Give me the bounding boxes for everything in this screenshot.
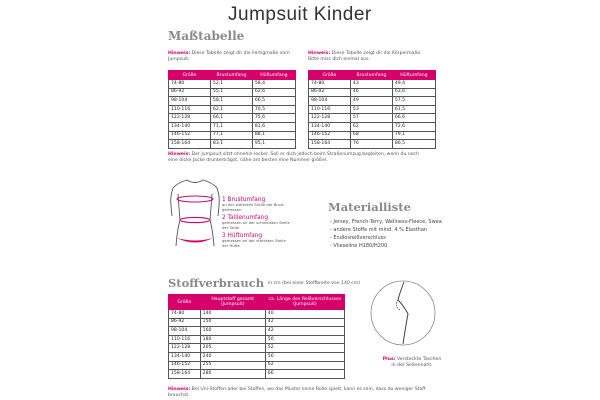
- legend-item-hip: [222, 233, 290, 248]
- value-cell: 255: [200, 361, 265, 370]
- value-cell: 66,1: [210, 114, 252, 123]
- value-cell: 55,1: [210, 88, 252, 97]
- value-cell: 150: [200, 318, 265, 327]
- table-header-row: [169, 71, 296, 80]
- value-cell: 52,1: [210, 80, 252, 89]
- size-cell: 134-140: [169, 122, 211, 131]
- size-cell: 110-116: [169, 335, 201, 344]
- waist-line: [180, 217, 210, 222]
- size-cell: 86-92: [169, 88, 211, 97]
- table-row: [169, 327, 345, 336]
- value-cell: 49: [350, 97, 392, 106]
- table-row: [169, 310, 345, 319]
- table-row: [309, 114, 436, 123]
- value-cell: 86,5: [392, 140, 435, 149]
- size-cell: 146-152: [169, 131, 211, 140]
- size-cell: 98-104: [169, 97, 211, 106]
- size-cell: 158-164: [309, 140, 351, 149]
- value-cell: 75,6: [252, 114, 295, 123]
- size-chart-heading: Maßtabelle: [168, 29, 245, 43]
- value-cell: 58,4: [252, 80, 295, 89]
- table-row: [309, 131, 436, 140]
- value-cell: 71,1: [210, 122, 252, 131]
- col-header: ca. Länge des Reißverschlusses (Jumpsuit): [265, 295, 344, 310]
- size-cell: 158-164: [169, 370, 201, 379]
- legend-title: 3 Hüftumfang: [222, 233, 263, 240]
- plus-note: [381, 357, 443, 369]
- value-cell: 49,4: [392, 80, 435, 89]
- value-cell: 42: [265, 327, 344, 336]
- col-header: Größe: [309, 71, 351, 80]
- table-row: [169, 318, 345, 327]
- legend-item-bust: [222, 197, 290, 212]
- size-cell: 158-164: [169, 140, 211, 149]
- table-row: [169, 335, 345, 344]
- size-cell: 98-104: [309, 97, 351, 106]
- size-cell: 122-128: [169, 344, 201, 353]
- fabric-note-label: Hinweis:: [168, 387, 191, 392]
- value-cell: 77,1: [210, 131, 252, 140]
- value-cell: 66,6: [392, 114, 435, 123]
- col-header: Brustumfang: [210, 71, 252, 80]
- table-row: [309, 105, 436, 114]
- col-header: Größe: [169, 295, 201, 310]
- right-hint-text: Diese Tabelle zeigt dir die Körpermaße. Bitte miss dich einmal aus.: [308, 51, 422, 62]
- table-row: [169, 97, 296, 106]
- value-cell: 68: [350, 131, 392, 140]
- size-cell: 146-152: [169, 361, 201, 370]
- materials-item: - Endlosreißverschluss: [330, 235, 386, 241]
- size-chart-note: [168, 152, 430, 164]
- value-cell: 66,5: [252, 97, 295, 106]
- value-cell: 62,1: [210, 105, 252, 114]
- value-cell: 62: [350, 122, 392, 131]
- detail-circle: [371, 281, 435, 345]
- size-cell: 86-92: [309, 88, 351, 97]
- table-row: [169, 114, 296, 123]
- value-cell: 61,5: [392, 105, 435, 114]
- size-cell: 86-92: [169, 318, 201, 327]
- col-header: Brustumfang: [350, 71, 392, 80]
- legend-title: 1 Brustumfang: [222, 197, 266, 203]
- size-note-text: Der Jumpsuit sitzt ohnehin locker. Soll er dich jedoch beim Straßenumzug begleiten, wenn du noch eine dicke Jacke drunterträgst, nähe am besten eine Nummer größer.: [168, 152, 419, 163]
- value-cell: 160: [200, 327, 265, 336]
- value-cell: 205: [200, 344, 265, 353]
- size-cell: 134-140: [309, 122, 351, 131]
- size-cell: 122-128: [169, 114, 211, 123]
- table-row: [169, 352, 345, 361]
- finished-measurements-table: [168, 70, 296, 149]
- table-row: [309, 88, 436, 97]
- table-row: [169, 370, 345, 379]
- size-cell: 110-116: [309, 105, 351, 114]
- fabric-subtitle: in cm (bei einer Stoffbreite von 140 cm): [268, 281, 361, 286]
- hip-marker: [177, 238, 213, 243]
- table-row: [309, 97, 436, 106]
- body-measurements-table: [308, 70, 436, 149]
- table-row: [309, 80, 436, 89]
- materials-heading: Materialliste: [328, 200, 411, 214]
- table-row: [169, 131, 296, 140]
- plus-text: Versteckte Taschen in der Seitennaht.: [391, 357, 442, 368]
- size-note-label: Hinweis:: [168, 152, 191, 157]
- value-cell: 280: [200, 370, 265, 379]
- left-table-hint: [168, 51, 293, 63]
- legend-item-waist: [222, 215, 290, 230]
- size-cell: 122-128: [309, 114, 351, 123]
- value-cell: 56: [265, 352, 344, 361]
- value-cell: 50: [265, 335, 344, 344]
- value-cell: 42: [265, 318, 344, 327]
- value-cell: 240: [200, 352, 265, 361]
- col-header: Hüftumfang: [252, 71, 295, 80]
- bust-line: [177, 196, 213, 202]
- left-hint-text: Diese Tabelle zeigt dir die Fertigmaße vom Jumpsuit.: [168, 51, 290, 62]
- table-row: [169, 344, 345, 353]
- size-cell: 74-80: [169, 310, 201, 319]
- value-cell: 180: [200, 335, 265, 344]
- table-row: [169, 122, 296, 131]
- size-cell: 98-104: [169, 327, 201, 336]
- value-cell: 57: [350, 114, 392, 123]
- plus-label: Plus:: [382, 357, 396, 362]
- materials-item: - Vlieseline H180/H200: [330, 243, 388, 249]
- value-cell: 43: [350, 80, 392, 89]
- value-cell: 76: [350, 140, 392, 149]
- value-cell: 52: [265, 344, 344, 353]
- pocket-illustration: [370, 272, 436, 354]
- size-cell: 146-152: [309, 131, 351, 140]
- size-cell: 110-116: [169, 105, 211, 114]
- side-seam-line: [398, 282, 408, 344]
- measurement-legend: [222, 197, 290, 249]
- size-cell: 74-80: [309, 80, 351, 89]
- fabric-consumption-table: [168, 294, 345, 379]
- value-cell: 70,5: [252, 105, 295, 114]
- value-cell: 79,1: [392, 131, 435, 140]
- legend-title: 2 Taillenumfang: [222, 215, 269, 222]
- value-cell: 40: [265, 310, 344, 319]
- table-row: [309, 122, 436, 131]
- table-row: [169, 361, 345, 370]
- size-cell: 74-80: [169, 80, 211, 89]
- value-cell: 62,6: [252, 88, 295, 97]
- value-cell: 66: [265, 370, 344, 379]
- col-header: Hauptstoff gesamt (Jumpsuit): [200, 295, 265, 310]
- col-header: Hüftumfang: [392, 71, 435, 80]
- table-row: [309, 140, 436, 149]
- fabric-note-text: Bei Uni-Stoffen oder bei Stoffen, wo das Muster keine Rolle spielt, kann es sein, dass du weniger Stoff brauchst.: [168, 387, 426, 398]
- body-figure-illustration: [165, 176, 225, 266]
- legend-sub: gemessen an der schmalsten Stelle der Taille: [222, 220, 290, 230]
- table-row: [169, 140, 296, 149]
- right-table-hint: [308, 51, 433, 63]
- table-row: [169, 105, 296, 114]
- legend-sub: an der stärksten Stelle der Brust gemessen: [222, 202, 284, 212]
- left-hint-label: Hinweis:: [168, 51, 191, 56]
- value-cell: 140: [200, 310, 265, 319]
- value-cell: 53: [350, 105, 392, 114]
- size-cell: 134-140: [169, 352, 201, 361]
- value-cell: 95,1: [252, 140, 295, 149]
- materials-list: [330, 218, 450, 250]
- materials-item: - andere Stoffe mit mind. 4 % Elasthan: [330, 227, 428, 233]
- value-cell: 72,6: [392, 122, 435, 131]
- value-cell: 63,6: [392, 88, 435, 97]
- value-cell: 62: [265, 361, 344, 370]
- value-cell: 81,6: [252, 122, 295, 131]
- table-row: [169, 88, 296, 97]
- value-cell: 83,1: [210, 140, 252, 149]
- right-hint-label: Hinweis:: [308, 51, 331, 56]
- value-cell: 46: [350, 88, 392, 97]
- value-cell: 57,5: [392, 97, 435, 106]
- materials-item: - Jersey, French-Terry, Wellness-Fleece, Swea: [330, 219, 442, 225]
- col-header: Größe: [169, 71, 211, 80]
- legend-sub: gemessen an der stärksten Stelle der Hüfte: [222, 238, 286, 248]
- fabric-heading: Stoffverbrauch: [168, 276, 265, 290]
- page-title: Jumpsuit Kinder: [228, 4, 372, 25]
- table-header-row: [169, 295, 345, 310]
- fabric-note: [168, 387, 430, 399]
- table-row: [169, 80, 296, 89]
- value-cell: 58,1: [210, 97, 252, 106]
- table-header-row: [309, 71, 436, 80]
- value-cell: 88,1: [252, 131, 295, 140]
